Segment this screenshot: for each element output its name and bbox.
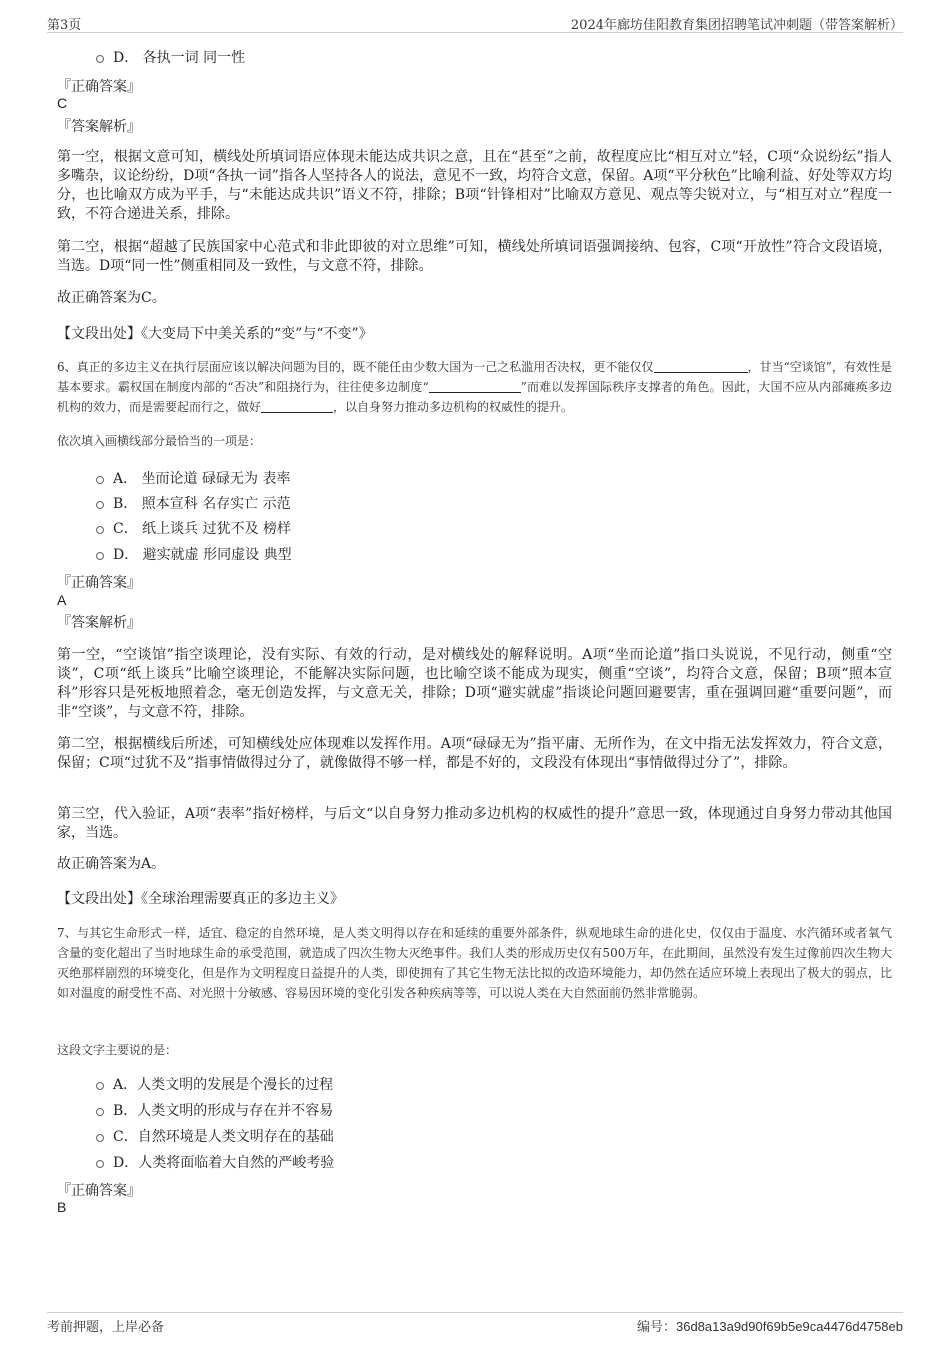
q6-analysis-para2: 第二空，根据横线后所述，可知横线处应体现难以发挥作用。A项“碌碌无为”指平庸、无所作为，在文中指无法发挥效力，符合文意，保留；C项“过犹不及”指事情做得过分了，就像做得不够一样，都是不好的，文段没有体现出“事情做得过分了”，排除。 xyxy=(57,736,892,771)
option-label: B．人类文明的形成与存在并不容易 xyxy=(113,1103,334,1119)
radio-icon[interactable] xyxy=(96,526,104,534)
q6-answer-label: 『正确答案』 xyxy=(57,575,141,591)
q6-analysis-para3: 第三空，代入验证，A项“表率”指好榜样，与后文“以自身努力推动多边机构的权威性的提升”意思一致，体现通过自身努力带动其他国家，当选。 xyxy=(57,806,892,841)
q5-answer: C xyxy=(57,95,68,111)
footer-slogan: 考前押题，上岸必备 xyxy=(47,1320,165,1335)
code-label: 编号： xyxy=(636,1320,676,1335)
radio-icon[interactable] xyxy=(96,501,104,509)
option-label: A．人类文明的发展是个漫长的过程 xyxy=(113,1077,334,1093)
radio-icon[interactable] xyxy=(96,55,104,63)
blank-1 xyxy=(654,359,748,373)
option-label: B． 照本宣科 名存实亡 示范 xyxy=(113,496,291,512)
radio-icon[interactable] xyxy=(96,476,104,484)
q6-conclusion: 故正确答案为A。 xyxy=(57,856,166,872)
q5-option-d[interactable] xyxy=(96,47,245,67)
q6-prompt: 依次填入画横线部分最恰当的一项是： xyxy=(57,434,262,448)
blank-2 xyxy=(429,379,521,393)
q6-answer: A xyxy=(57,592,67,608)
q6-stem-part1: 6、真正的多边主义在执行层面应该以解决问题为目的，既不能任由少数大国为一己之私滥用否决权，更不能仅仅 xyxy=(57,360,654,374)
q7-option-b[interactable] xyxy=(96,1100,333,1120)
q6-stem-part3: ”而难以发挥国际秩序支撑者的角色。因此，大国不应从内部瘫痪多边机构的效力，而是需要起而行之，做好 xyxy=(57,380,892,414)
option-label: D．人类将面临着大自然的严峻考验 xyxy=(113,1155,335,1171)
q6-option-a[interactable] xyxy=(96,468,290,488)
page-footer xyxy=(47,1312,903,1335)
q5-analysis-para2: 第二空，根据“超越了民族国家中心范式和非此即彼的对立思维”可知，横线处所填词语强调接纳、包容，C项“开放性”符合文段语境，当选。D项“同一性”侧重相同及一致性，与文意不符，排除。 xyxy=(57,239,892,274)
q6-option-c[interactable] xyxy=(96,518,291,538)
code-value: 36d8a13a9d90f69b5e9ca4476d4758eb xyxy=(675,1319,903,1334)
q6-analysis-label: 『答案解析』 xyxy=(57,615,141,631)
q5-conclusion: 故正确答案为C。 xyxy=(57,290,166,306)
q7-prompt: 这段文字主要说的是： xyxy=(57,1043,178,1057)
q6-stem-part4: ，以自身努力推动多边机构的权威性的提升。 xyxy=(333,400,574,414)
q6-option-d[interactable] xyxy=(96,544,292,564)
q7-stem: 7、与其它生命形式一样，适宜、稳定的自然环境，是人类文明得以存在和延续的重要外部条件，纵观地球生命的进化史，仅仅由于温度、水汽循环或者氧气含量的变化超出了当时地球生命的承受范围，就造成了四次生物大灭绝事件。我们人类的形成历史仅有500万年，在此期间，虽然没有发生过像前四次生物大灭绝那样剧烈的环境变化，但是作为文明程度日益提升的人类，即使拥有了其它生物无法比拟的改造环境能力，却仍然在适应环境上表现出了极大的弱点，比如对温度的耐受性不高、对光照十分敏感、容易因环境的变化引发各种疾病等等，可以说人类在大自然面前仍然非常脆弱。 xyxy=(57,926,892,1000)
q7-option-d[interactable] xyxy=(96,1152,334,1172)
radio-icon[interactable] xyxy=(96,1108,104,1116)
option-label: A． 坐而论道 碌碌无为 表率 xyxy=(113,471,291,487)
option-label: D． 避实就虚 形同虚设 典型 xyxy=(113,547,292,563)
radio-icon[interactable] xyxy=(96,1082,104,1090)
q5-analysis-label: 『答案解析』 xyxy=(57,119,141,135)
q7-option-a[interactable] xyxy=(96,1074,333,1094)
option-label: D． 各执一词 同一性 xyxy=(113,50,246,66)
q5-analysis-para1: 第一空，根据文意可知，横线处所填词语应体现未能达成共识之意，且在“甚至”之前，故程度应比“相互对立”轻，C项“众说纷纭”指人多嘴杂，议论纷纷，D项“各执一词”指各人坚持各人的说法，意见不一致，均符合文意，保留。A项“平分秋色”比喻利益、好处等双方均分，也比喻双方成为平手，与“未能达成共识”语义不符，排除；B项“针锋相对”比喻双方意见、观点等尖锐对立，与“相互对立”程度一致，不符合递进关系，排除。 xyxy=(57,149,892,222)
q6-stem-part2: ，甘当“空谈馆”，有效性是基本要求。霸权国在制度内部的“否决”和阻挠行为，往往使多边制度“ xyxy=(57,360,892,394)
radio-icon[interactable] xyxy=(96,552,104,560)
option-label: C．自然环境是人类文明存在的基础 xyxy=(113,1129,334,1145)
page-header xyxy=(47,14,903,33)
q6-source: 【文段出处】《全球治理需要真正的多边主义》 xyxy=(57,891,344,907)
document-title: 2024年廊坊佳阳教育集团招聘笔试冲刺题（带答案解析） xyxy=(570,18,903,33)
q5-answer-label: 『正确答案』 xyxy=(57,79,141,95)
q5-source: 【文段出处】《大变局下中美关系的“变”与“不变”》 xyxy=(57,326,373,342)
blank-3 xyxy=(261,399,333,413)
q7-option-c[interactable] xyxy=(96,1126,334,1146)
q6-option-b[interactable] xyxy=(96,493,291,513)
q6-stem xyxy=(57,357,892,417)
page-number: 第3页 xyxy=(47,18,82,33)
radio-icon[interactable] xyxy=(96,1160,104,1168)
q6-analysis-para1: 第一空，“空谈馆”指空谈理论，没有实际、有效的行动，是对横线处的解释说明。A项“坐而论道”指口头说说，不见行动，侧重“空谈”，C项“纸上谈兵”比喻空谈理论，不能解决实际问题，也比喻空谈不能成为现实，侧重“空谈”，均符合文意，保留；B项“照本宣科”形容只是死板地照着念，毫无创造发挥，与文意无关，排除；D项“避实就虚”指谈论问题回避要害，重在强调回避“重要问题”，而非“空谈”，与文意不符，排除。 xyxy=(57,647,892,720)
option-label: C． 纸上谈兵 过犹不及 榜样 xyxy=(113,521,292,537)
document-code xyxy=(637,1316,903,1335)
q7-answer: B xyxy=(57,1199,67,1215)
radio-icon[interactable] xyxy=(96,1134,104,1142)
q7-answer-label: 『正确答案』 xyxy=(57,1183,141,1199)
